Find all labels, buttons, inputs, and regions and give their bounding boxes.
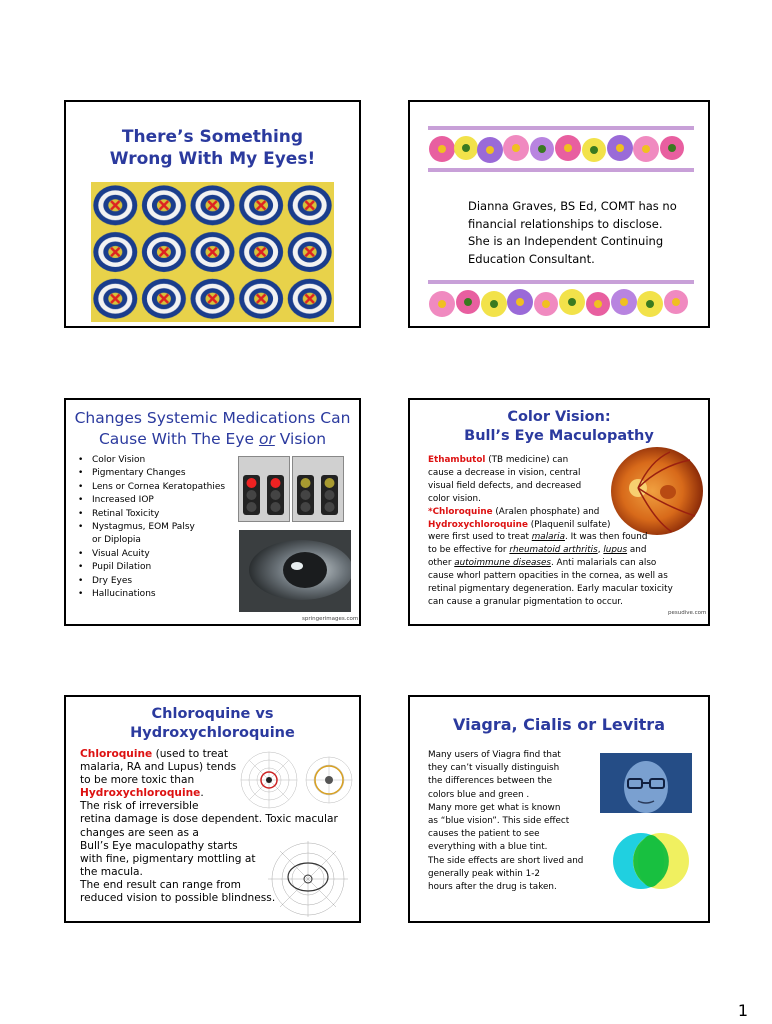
flower-banner-bottom [428, 280, 694, 326]
page-number: 1 [737, 1001, 748, 1020]
title-or: or [258, 430, 275, 448]
slide-3 [64, 398, 361, 626]
optical-illusion-image [91, 182, 334, 322]
slide-6-title: Viagra, Cialis or Levitra [452, 715, 665, 734]
slide-4-title [410, 408, 708, 446]
list-item: • Hallucinations [78, 589, 156, 600]
traffic-light-color-deficient-image [292, 456, 344, 522]
title-part-1: Changes Systemic Medications Can Cause With The Eye [74, 409, 351, 448]
image-credit: springerimages.com [302, 616, 359, 622]
image-credit: pesudive.com [668, 610, 707, 616]
title-line-2: Bull’s Eye Maculopathy [464, 428, 654, 444]
slide-5-title [66, 705, 359, 743]
slide-2 [408, 100, 710, 328]
slide-1 [64, 100, 361, 328]
slide-5 [64, 695, 361, 923]
list-item: • Lens or Cornea Keratopathies [78, 481, 226, 492]
list-item: • Dry Eyes [78, 575, 133, 586]
slide-6-body: Many users of Viagra find that they can’t visually distinguish the differences between the colors blue and green . Many more get what is known as “blue vision”. This side effect causes the patient to see everything with a blue tint. The side effects are short lived and generally peak within 1-2 hours after the drug is taken. [428, 750, 584, 893]
list-item: • Pupil Dilation [78, 562, 152, 573]
list-item: • Pigmentary Changes [78, 468, 186, 479]
title-part-2: Vision [274, 430, 327, 448]
list-item: • Visual Acuity [78, 548, 150, 559]
eye-lens-image [239, 530, 351, 612]
disclosure-text: Dianna Graves, BS Ed, COMT has no financial relationships to disclose. She is an Independent Continuing Education Consultant. [468, 199, 677, 266]
flower-banner-top [428, 126, 694, 172]
slide-4 [408, 398, 710, 626]
list-item: • Increased IOP [78, 495, 154, 506]
list-item: • Color Vision [78, 455, 146, 465]
slide-5-body: Chloroquine (used to treat malaria, RA and Lupus) tends to be more toxic than Hydroxychloroquine. The risk of irreversible retina damage is dose dependent. Toxic macular changes are seen as a Bull’s Eye maculopathy starts with fine, pigmentary mottling at the macula. The end result can range from reduced vision to possible blindness. [80, 748, 338, 905]
title-line-2: Hydroxychloroquine [130, 725, 295, 741]
slide-4-body: Ethambutol (TB medicine) can cause a decrease in vision, central visual field defects, and decreased color vision. *Chloroquine (Aralen phosphate) and Hydroxychloroquine (Plaquenil sulfate) were first used to treat malaria. It was then found to be effective for rheumatoid arthritis, lupus and other autoimmune diseases. Anti malarials can also cause whorl pattern opacities in the cornea, as well as retinal pigmentary degeneration. Early macular toxicity can cause a granular pigmentation to occur. [428, 455, 673, 607]
blue-tinted-face-image [600, 753, 692, 813]
list-item: • Retinal Toxicity [78, 508, 160, 519]
slide-1-title: There’s Something Wrong With My Eyes! [109, 127, 316, 169]
title-line-1: Chloroquine vs [151, 706, 274, 722]
slide-3-title [66, 408, 359, 450]
symptom-list [78, 454, 225, 601]
list-item: or Diplopia [92, 535, 141, 546]
traffic-light-normal-image [238, 456, 290, 522]
title-line-1: Color Vision: [507, 409, 611, 425]
list-item: • Nystagmus, EOM Palsy [78, 522, 195, 533]
slide-6 [408, 695, 710, 923]
overlapping-color-circles [605, 831, 695, 891]
